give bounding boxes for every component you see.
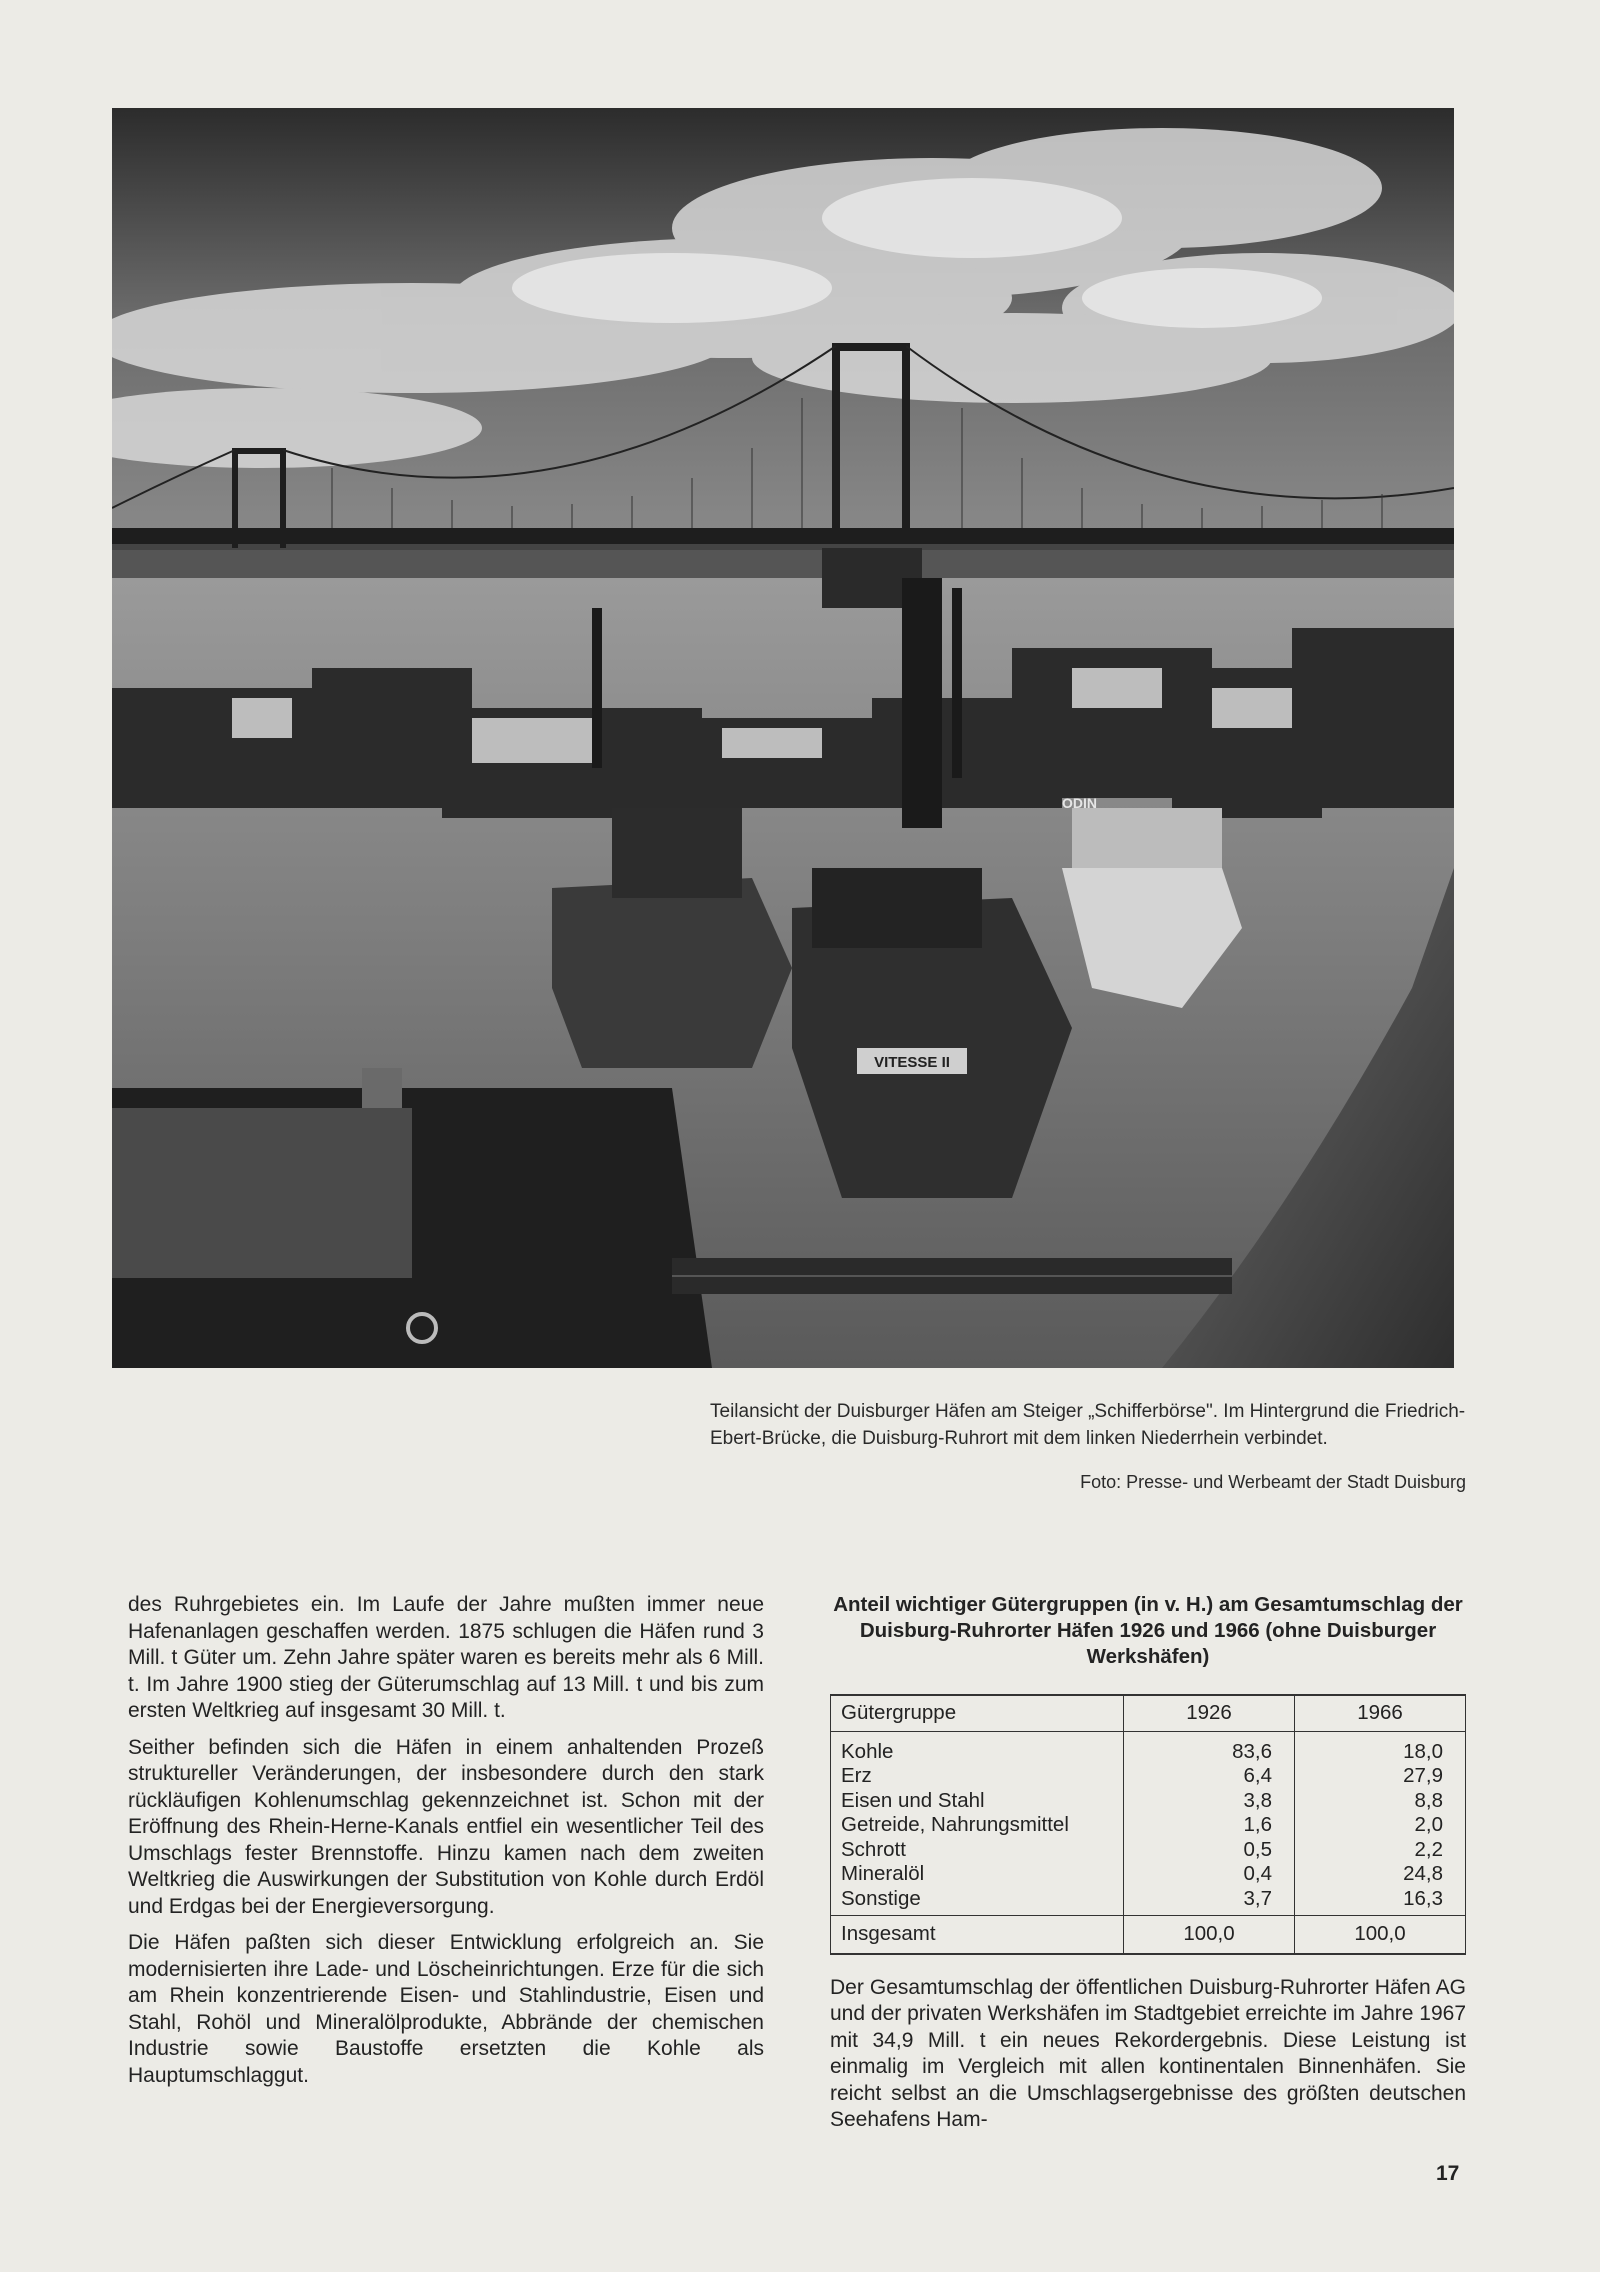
boat-label-odin: ODIN bbox=[1062, 795, 1097, 811]
total-1926: 100,0 bbox=[1124, 1916, 1295, 1954]
paragraph-3: Die Häfen paßten sich dieser Entwicklung erfolgreich an. Sie modernisierten ihre Lade- und Löscheinrichtungen. Erze für die sich am Rhein konzentrierende Eisen- und Stahlindustrie, Eisen und Stahl, Rohöl und Mineralölprodukte, Abbrände der chemischen Industrie sowie Baustoffe ersetzten die Kohle als Hauptumschlaggut. bbox=[128, 1931, 764, 2087]
value-1926: 0,5 bbox=[1124, 1838, 1295, 1863]
value-1966: 18,0 bbox=[1295, 1731, 1466, 1764]
table-row bbox=[831, 1887, 1466, 1916]
harbour-photo bbox=[112, 108, 1454, 1368]
goods-share-table bbox=[830, 1694, 1466, 1955]
value-1926: 1,6 bbox=[1124, 1813, 1295, 1838]
photo-credit: Foto: Presse- und Werbeamt der Stadt Duisburg bbox=[1080, 1472, 1466, 1492]
header-1926: 1926 bbox=[1124, 1695, 1295, 1731]
value-1926: 0,4 bbox=[1124, 1862, 1295, 1887]
row-label: Eisen und Stahl bbox=[831, 1789, 1124, 1814]
value-1926: 3,8 bbox=[1124, 1789, 1295, 1814]
row-label: Sonstige bbox=[831, 1887, 1124, 1916]
row-label: Kohle bbox=[831, 1731, 1124, 1764]
table-title: Anteil wichtiger Gütergruppen (in v. H.) am Gesamtumschlag der Duisburg-Ruhrorter Häfen 1926 und 1966 (ohne Duisburger Werkshäfen) bbox=[833, 1593, 1463, 1668]
header-goods-group: Gütergruppe bbox=[831, 1695, 1124, 1731]
boat-label-vitesse: VITESSE II bbox=[874, 1054, 950, 1071]
table-total-row bbox=[831, 1916, 1466, 1954]
total-label: Insgesamt bbox=[831, 1916, 1124, 1954]
table-row bbox=[831, 1862, 1466, 1887]
right-column bbox=[830, 1592, 1466, 2134]
value-1926: 3,7 bbox=[1124, 1887, 1295, 1916]
table-row bbox=[831, 1764, 1466, 1789]
value-1966: 16,3 bbox=[1295, 1887, 1466, 1916]
row-label: Mineralöl bbox=[831, 1862, 1124, 1887]
row-label: Erz bbox=[831, 1764, 1124, 1789]
value-1966: 24,8 bbox=[1295, 1862, 1466, 1887]
right-paragraph: Der Gesamtumschlag der öffentlichen Duisburg-Ruhrorter Häfen AG und der privaten Werkshäfen im Stadtgebiet erreichte im Jahre 1967 mit 34,9 Mill. t ein neues Rekordergebnis. Diese Leistung ist einmalig im Vergleich mit allen kontinentalen Binnenhäfen. Sie reicht selbst an die Umschlagsergebnisse des größten deutschen Seehafens Ham- bbox=[830, 1975, 1466, 2131]
value-1966: 27,9 bbox=[1295, 1764, 1466, 1789]
table-row bbox=[831, 1813, 1466, 1838]
table-row bbox=[831, 1789, 1466, 1814]
value-1926: 83,6 bbox=[1124, 1731, 1295, 1764]
central-tug bbox=[552, 878, 792, 1068]
caption-text: Teilansicht der Duisburger Häfen am Steiger „Schifferbörse". Im Hintergrund die Friedrich-Ebert-Brücke, die Duisburg-Ruhrort mit dem linken Niederrhein verbindet. bbox=[710, 1401, 1466, 1449]
value-1966: 2,2 bbox=[1295, 1838, 1466, 1863]
table-row bbox=[831, 1731, 1466, 1764]
photo-caption bbox=[710, 1398, 1466, 1452]
row-label: Getreide, Nahrungsmittel bbox=[831, 1813, 1124, 1838]
total-1966: 100,0 bbox=[1295, 1916, 1466, 1954]
value-1966: 2,0 bbox=[1295, 1813, 1466, 1838]
harbour-photo-illustration bbox=[112, 108, 1454, 1368]
page-number: 17 bbox=[1436, 2162, 1460, 2185]
table-row bbox=[831, 1838, 1466, 1863]
bridge-deck bbox=[112, 528, 1454, 544]
value-1926: 6,4 bbox=[1124, 1764, 1295, 1789]
paragraph-1: des Ruhrgebietes ein. Im Laufe der Jahre mußten immer neue Hafenanlagen geschaffen werden. 1875 schlugen die Häfen rund 3 Mill. t Güter um. Zehn Jahre später waren es bereits mehr als 6 Mill. t. Im Jahre 1900 stieg der Güterumschlag auf 13 Mill. t und bis zum ersten Weltkrieg auf insgesamt 30 Mill. t. bbox=[128, 1593, 764, 1722]
paragraph-2: Seither befinden sich die Häfen in einem anhaltenden Prozeß struktureller Veränderungen, der insbesondere durch den stark rückläufigen Kohlenumschlag gekennzeichnet ist. Schon mit der Eröffnung des Rhein-Herne-Kanals entfiel ein wesentlicher Teil des Umschlags fester Brennstoffe. Hinzu kamen nach dem zweiten Weltkrieg die Auswirkungen der Substitution von Kohle durch Erdöl und Erdgas bei der Energieversorgung. bbox=[128, 1735, 764, 1918]
value-1966: 8,8 bbox=[1295, 1789, 1466, 1814]
header-1966: 1966 bbox=[1295, 1695, 1466, 1731]
left-column bbox=[128, 1592, 764, 2099]
row-label: Schrott bbox=[831, 1838, 1124, 1863]
table-header-row bbox=[831, 1695, 1466, 1731]
